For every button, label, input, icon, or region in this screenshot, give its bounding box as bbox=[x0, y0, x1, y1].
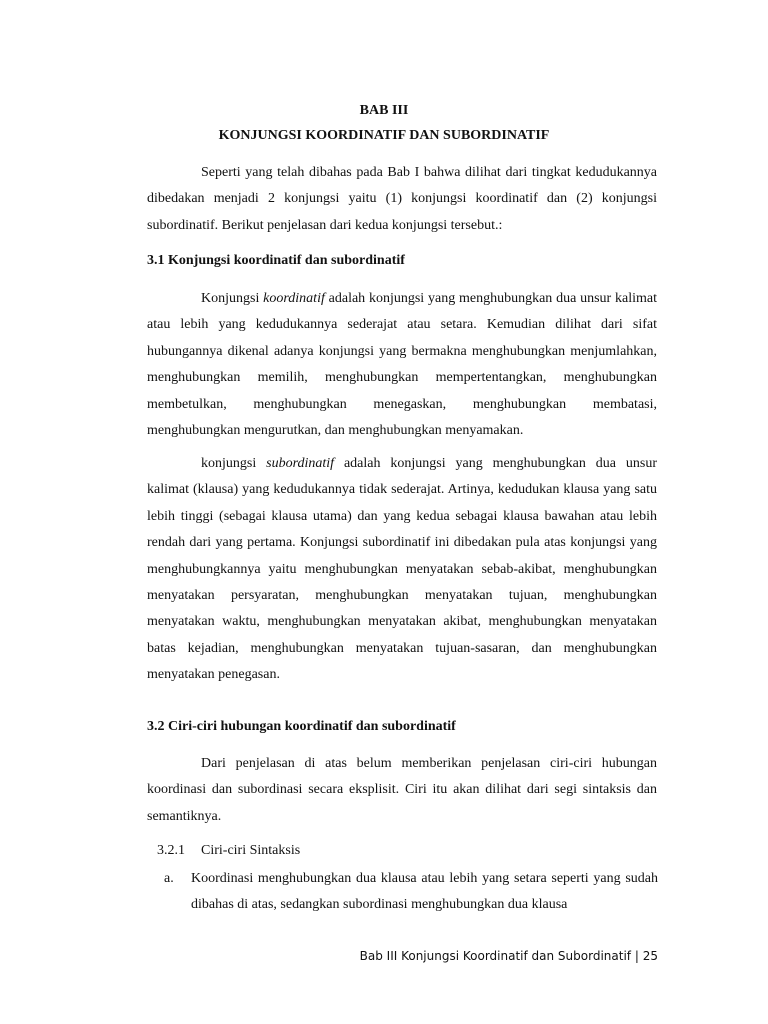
section-heading-3-2: 3.2 Ciri-ciri hubungan koordinatif dan subordinatif bbox=[147, 719, 456, 734]
intro-paragraph: Seperti yang telah dibahas pada Bab I bahwa dilihat dari tingkat kedudukannya dibedakan menjadi 2 konjungsi yaitu (1) konjungsi koordinatif dan (2) konjungsi subordinatif. Berikut penjelasan dari kedua konjungsi tersebut.: bbox=[147, 165, 657, 233]
list-marker: a. bbox=[164, 871, 174, 886]
list-item-a bbox=[164, 866, 658, 919]
paragraph-koordinatif bbox=[147, 286, 657, 444]
page-number: 25 bbox=[642, 949, 658, 963]
list-item-text: Koordinasi menghubungkan dua klausa atau lebih yang setara seperti yang sudah dibahas di atas, sedangkan subordinasi menghubungkan dua klausa bbox=[191, 871, 658, 913]
text-run: adalah konjungsi yang menghubungkan dua unsur kalimat (klausa) yang kedudukannya tidak sederajat. Artinya, kedudukan klausa yang satu lebih tinggi (sebagai klausa utama) dan yang kedua sebagai klausa bawahan atau lebih rendah dari yang pertama. Konjungsi subordinatif ini dibedakan pula atas konjungsi yang menghubungkannya yaitu menghubungkan menyatakan sebab-akibat, menghubungkan menyatakan persyaratan, menghubungkan menyatakan tujuan, menghubungkan menyatakan waktu, menghubungkan menyatakan akibat, menghubungkan menyatakan batas kejadian, menghubungkan menyatakan tujuan-sasaran, dan menghubungkan menyatakan penegasan. bbox=[147, 456, 657, 683]
text-run: konjungsi bbox=[201, 456, 267, 471]
footer-separator: | bbox=[634, 949, 639, 963]
chapter-label: BAB III bbox=[359, 103, 409, 118]
paragraph-subordinatif bbox=[147, 451, 657, 689]
text-run: adalah konjungsi yang menghubungkan dua unsur kalimat atau lebih yang kedudukannya sederajat atau setara. Kemudian dilihat dari sifat hubungannya dikenal adanya konjungsi yang bermakna menghubungkan menjumlahkan, menghubungkan memilih, menghubungkan mempertentangkan, menghubungkan membetulkan, menghubungkan menegaskan, menghubungkan membatasi, menghubungkan mengurutkan, dan menghubungkan menyamakan. bbox=[147, 291, 657, 439]
italic-term: koordinatif bbox=[263, 291, 325, 306]
chapter-title: KONJUNGSI KOORDINATIF DAN SUBORDINATIF bbox=[218, 128, 550, 143]
section-heading-3-1: 3.1 Konjungsi koordinatif dan subordinatif bbox=[147, 253, 405, 268]
footer-title: Bab III Konjungsi Koordinatif dan Subordinatif bbox=[359, 949, 632, 963]
subsection-number: 3.2.1 bbox=[157, 843, 185, 858]
italic-term: subordinatif bbox=[266, 456, 335, 471]
page-footer bbox=[360, 949, 658, 963]
subsection-title: Ciri-ciri Sintaksis bbox=[201, 843, 301, 858]
text-run: Konjungsi bbox=[201, 291, 264, 306]
subsection-heading-3-2-1 bbox=[157, 843, 300, 859]
paragraph-ciri: Dari penjelasan di atas belum memberikan penjelasan ciri-ciri hubungan koordinasi dan subordinasi secara eksplisit. Ciri itu akan dilihat dari segi sintaksis dan semantiknya. bbox=[147, 756, 657, 824]
